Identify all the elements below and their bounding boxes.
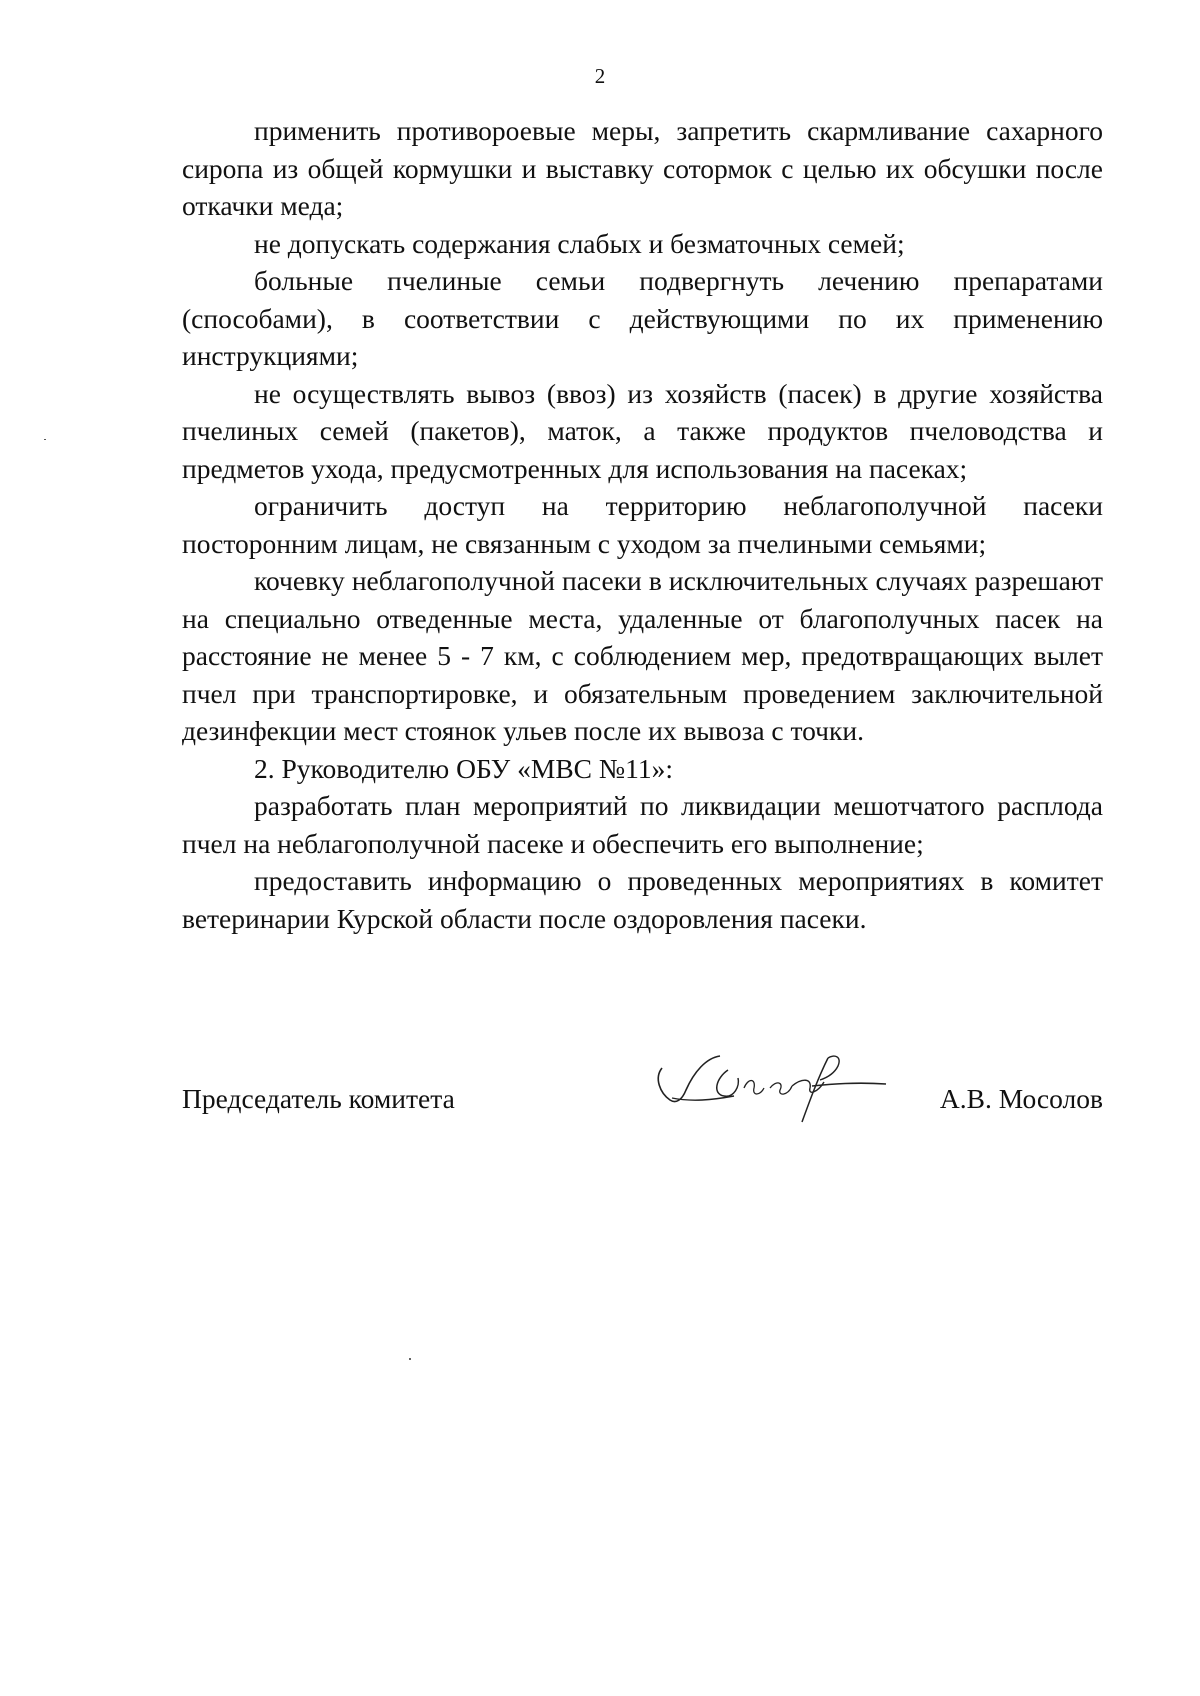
paragraph-anti-swarm-measures: применить противороевые меры, запретить скармливание сахарного сиропа из общей кормушки и выставку сотормок с целью их обсушки после откачки меда;	[182, 115, 1103, 221]
paragraph-weak-families: не допускать содержания слабых и безматочных семей;	[254, 227, 905, 259]
paragraph-action-plan: разработать план мероприятий по ликвидации мешотчатого расплода пчел на неблагополучной пасеке и обеспечить его выполнение;	[182, 790, 1103, 859]
paragraph-treatment: больные пчелиные семьи подвергнуть лечению препаратами (способами), в соответствии с действующими по их применению инструкциями;	[182, 265, 1103, 371]
scan-artifact-dot	[409, 1358, 411, 1360]
paragraph-nomadic-relocation: кочевку неблагополучной пасеки в исключительных случаях разрешают на специально отведенные места, удаленные от благополучных пасек на расстояние не менее 5 - 7 км, с соблюдением мер, предотвращающих вылет пчел при транспортировке, и обязательным проведением заключительной дезинфекции мест стоянок ульев после их вывоза с точки.	[182, 565, 1103, 746]
document-body	[182, 112, 1103, 937]
scan-artifact-mark	[44, 439, 46, 440]
handwritten-signature	[642, 1038, 902, 1138]
signature-block	[182, 1058, 1103, 1168]
paragraph-transport-ban: не осуществлять вывоз (ввоз) из хозяйств (пасек) в другие хозяйства пчелиных семей (пакетов), маток, а также продуктов пчеловодства и предметов ухода, предусмотренных для использования на пасеках;	[182, 377, 1103, 484]
signer-name: А.В. Мосолов	[939, 1083, 1103, 1114]
paragraph-access-restriction: ограничить доступ на территорию неблагополучной пасеки посторонним лицам, не связанным с уходом за пчелиными семьями;	[182, 490, 1103, 559]
signer-position: Председатель комитета	[182, 1083, 455, 1114]
paragraph-report: предоставить информацию о проведенных мероприятиях в комитет ветеринарии Курской области после оздоровления пасеки.	[182, 865, 1103, 934]
page-number: 2	[594, 64, 606, 88]
paragraph-item-2-heading: 2. Руководителю ОБУ «МВС №11»:	[254, 752, 673, 784]
